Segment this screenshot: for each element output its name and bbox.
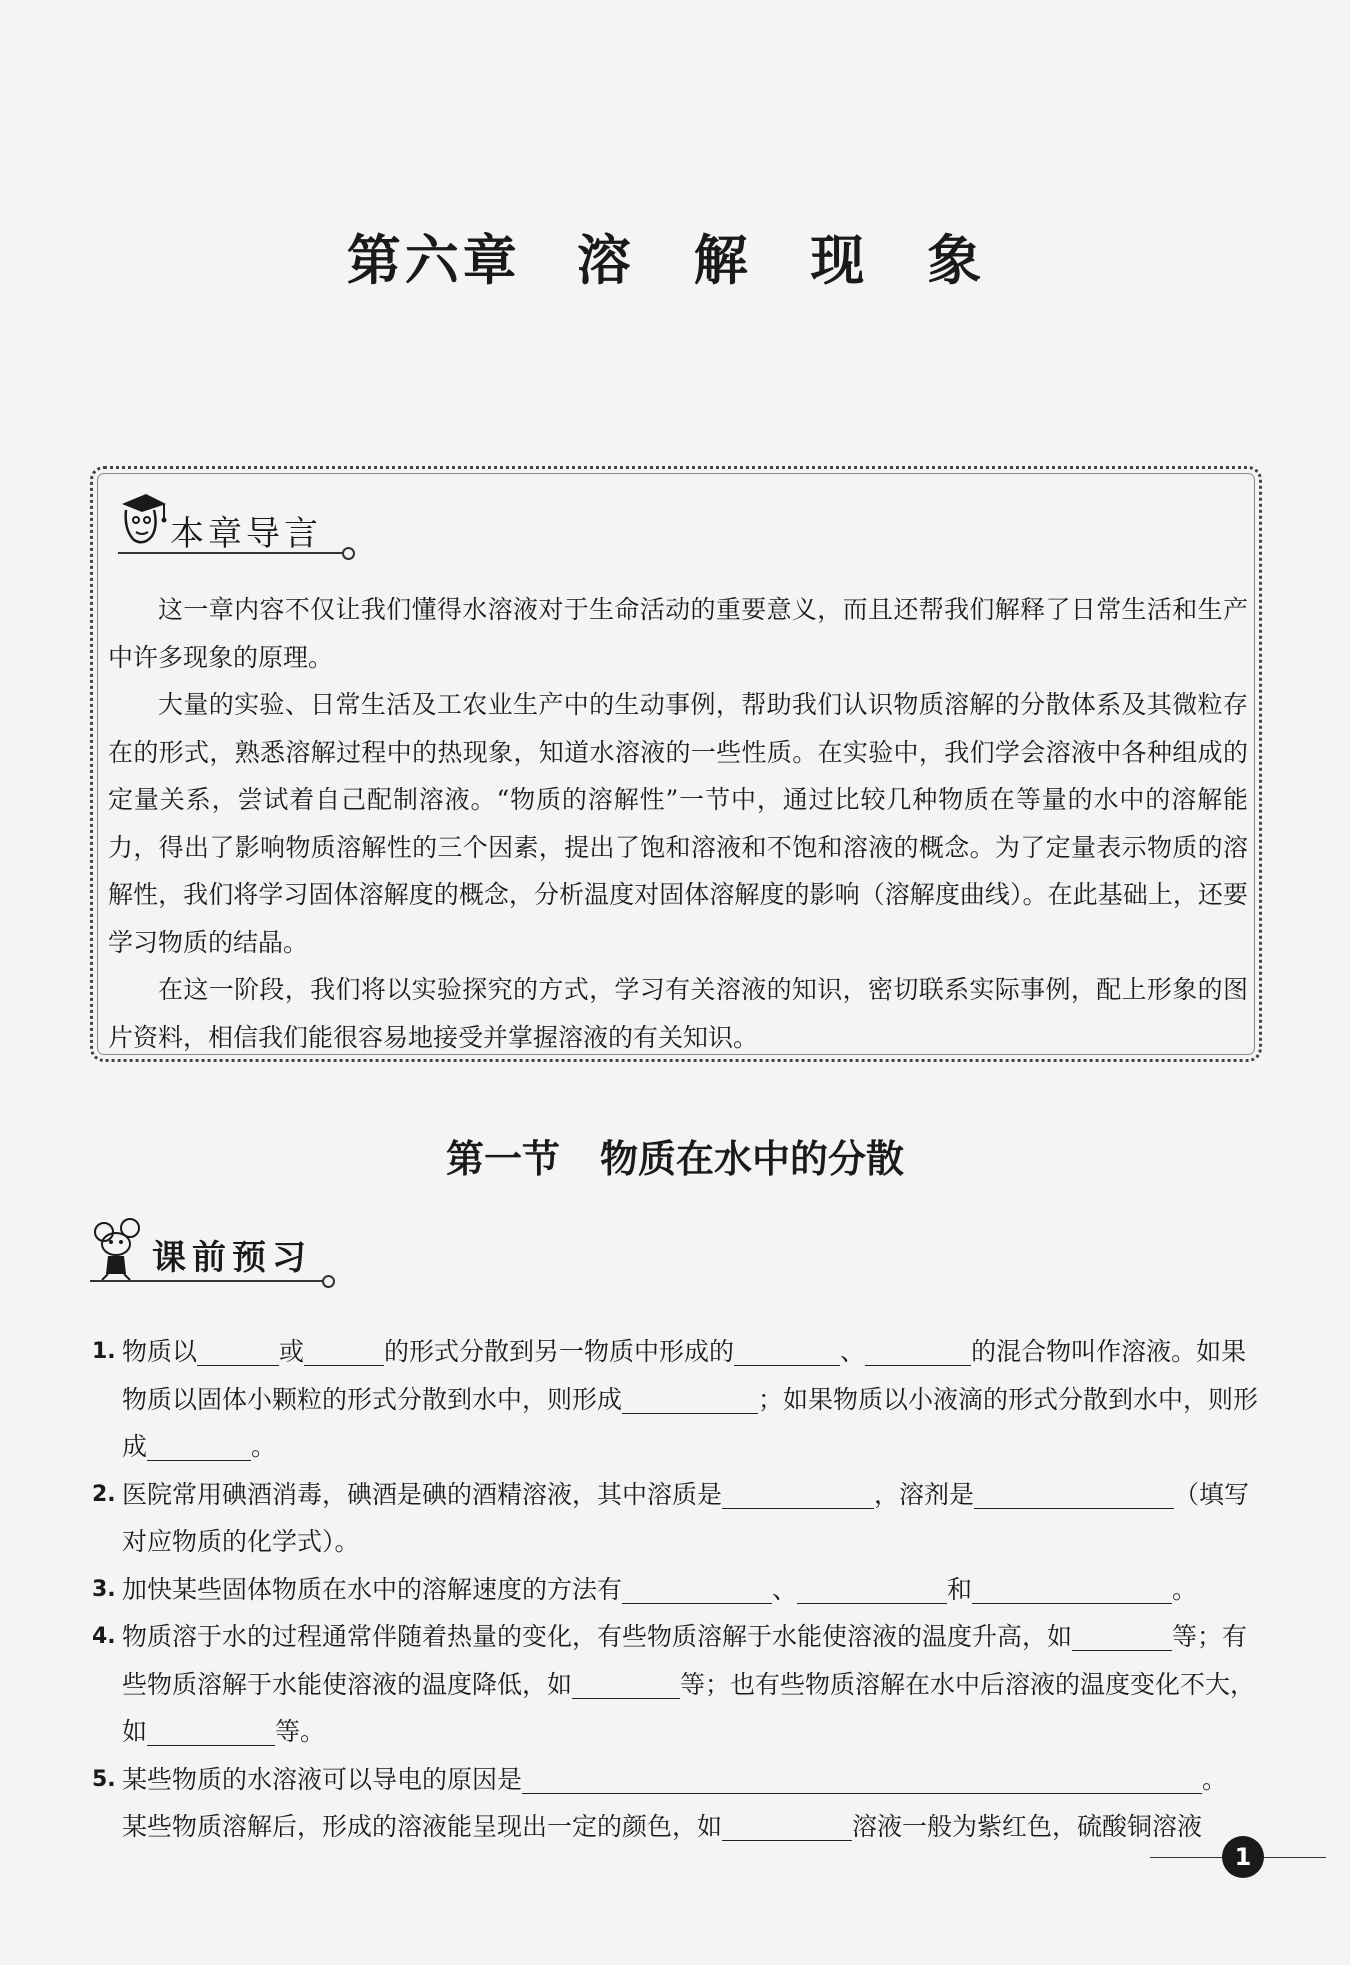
question-text: 的形式分散到另一物质中形成的 bbox=[384, 1337, 735, 1366]
answer-blank[interactable] bbox=[734, 1337, 840, 1366]
question-3 bbox=[92, 1566, 1268, 1614]
question-text: 某些物质的水溶液可以导电的原因是 bbox=[122, 1764, 523, 1794]
question-text: ；如果物质以小液滴的形式分散到水中，则形成 bbox=[122, 1384, 1259, 1461]
question-2 bbox=[92, 1471, 1268, 1566]
answer-blank[interactable] bbox=[865, 1337, 971, 1366]
section-number: 第一节 bbox=[445, 1137, 560, 1181]
intro-header-dot bbox=[342, 547, 355, 560]
intro-header-label: 本章导言 bbox=[170, 514, 322, 554]
intro-header-rule bbox=[118, 552, 346, 554]
chapter-name: 溶 解 现 象 bbox=[576, 229, 1004, 292]
question-5 bbox=[92, 1756, 1268, 1851]
question-text: 等。 bbox=[275, 1717, 326, 1746]
question-1 bbox=[92, 1328, 1268, 1471]
question-text: （填写对应物质的化学式）。 bbox=[122, 1479, 1250, 1556]
preview-header-rule bbox=[90, 1280, 326, 1282]
intro-text bbox=[108, 586, 1248, 1061]
question-number: 4. bbox=[92, 1624, 116, 1649]
question-text: 物质以 bbox=[122, 1337, 198, 1366]
answer-blank[interactable] bbox=[722, 1480, 874, 1509]
question-text: 物质溶于水的过程通常伴随着热量的变化，有些物质溶解于水能使溶液的温度升高，如 bbox=[122, 1622, 1073, 1651]
question-text: 。 bbox=[1172, 1574, 1198, 1604]
question-text: 等；也有些物质溶解在水中后溶液的温度变化不大，如 bbox=[122, 1669, 1256, 1746]
answer-blank[interactable] bbox=[797, 1575, 947, 1604]
graduate-icon bbox=[112, 490, 168, 550]
preview-header-label: 课前预习 bbox=[152, 1238, 312, 1278]
answer-blank[interactable] bbox=[522, 1765, 1202, 1794]
answer-blank[interactable] bbox=[972, 1575, 1172, 1604]
question-text: 和 bbox=[947, 1574, 973, 1604]
answer-blank[interactable] bbox=[147, 1717, 275, 1746]
question-list bbox=[92, 1328, 1268, 1851]
intro-paragraph: 这一章内容不仅让我们懂得水溶液对于生命活动的重要意义，而且还帮我们解释了日常生活和生产中许多现象的原理。 bbox=[108, 595, 1248, 672]
question-number: 3. bbox=[92, 1576, 116, 1602]
chapter-title bbox=[0, 218, 1350, 295]
mouse-icon bbox=[90, 1218, 150, 1284]
question-number: 1. bbox=[92, 1339, 116, 1364]
answer-blank[interactable] bbox=[622, 1385, 758, 1414]
question-text: ，溶剂是 bbox=[874, 1479, 975, 1509]
intro-paragraph: 在这一阶段，我们将以实验探究的方式，学习有关溶液的知识，密切联系实际事例，配上形象的图片资料，相信我们能很容易地接受并掌握溶液的有关知识。 bbox=[108, 975, 1248, 1052]
question-4 bbox=[92, 1613, 1268, 1756]
question-text: 医院常用碘酒消毒，碘酒是碘的酒精溶液，其中溶质是 bbox=[122, 1479, 723, 1509]
page-number: 1 bbox=[1222, 1836, 1264, 1878]
intro-header bbox=[112, 490, 352, 554]
answer-blank[interactable] bbox=[197, 1337, 279, 1366]
question-text: 溶液一般为紫红色，硫酸铜溶液 bbox=[852, 1812, 1203, 1841]
section-name: 物质在水中的分散 bbox=[600, 1137, 905, 1181]
chapter-number: 第六章 bbox=[346, 229, 521, 292]
answer-blank[interactable] bbox=[572, 1670, 680, 1699]
question-text: 某些物质溶解后，形成的溶液能呈现出一定的颜色，如 bbox=[122, 1812, 723, 1841]
preview-header-dot bbox=[322, 1275, 335, 1288]
section-title bbox=[0, 1128, 1350, 1183]
question-text: 、 bbox=[840, 1337, 866, 1366]
question-number: 5. bbox=[92, 1766, 116, 1792]
question-text: 。 bbox=[251, 1432, 277, 1461]
question-text: 加快某些固体物质在水中的溶解速度的方法有 bbox=[122, 1574, 623, 1604]
question-text: 的混合物叫作溶液。如果物质以固体小颗粒的形式分散到水中，则形成 bbox=[122, 1337, 1247, 1414]
question-text: 、 bbox=[772, 1574, 798, 1604]
question-text: 等；有些物质溶解于水能使溶液的温度降低，如 bbox=[122, 1622, 1248, 1699]
preview-header bbox=[90, 1218, 340, 1288]
question-number: 2. bbox=[92, 1481, 116, 1507]
answer-blank[interactable] bbox=[147, 1432, 251, 1461]
answer-blank[interactable] bbox=[974, 1480, 1174, 1509]
answer-blank[interactable] bbox=[1072, 1622, 1172, 1651]
answer-blank[interactable] bbox=[622, 1575, 772, 1604]
answer-blank[interactable] bbox=[304, 1337, 384, 1366]
question-text: 或 bbox=[279, 1337, 305, 1366]
answer-blank[interactable] bbox=[722, 1812, 852, 1841]
intro-paragraph: 大量的实验、日常生活及工农业生产中的生动事例，帮助我们认识物质溶解的分散体系及其微粒存在的形式，熟悉溶解过程中的热现象，知道水溶液的一些性质。在实验中，我们学会溶液中各种组成的定量关系，尝试着自己配制溶液。“物质的溶解性”一节中，通过比较几种物质在等量的水中的溶解能力，得出了影响物质溶解性的三个因素，提出了饱和溶液和不饱和溶液的概念。为了定量表示物质的溶解性，我们将学习固体溶解度的概念，分析温度对固体溶解度的影响（溶解度曲线）。在此基础上，还要学习物质的结晶。 bbox=[108, 690, 1248, 957]
question-text: 。 bbox=[1202, 1764, 1228, 1794]
